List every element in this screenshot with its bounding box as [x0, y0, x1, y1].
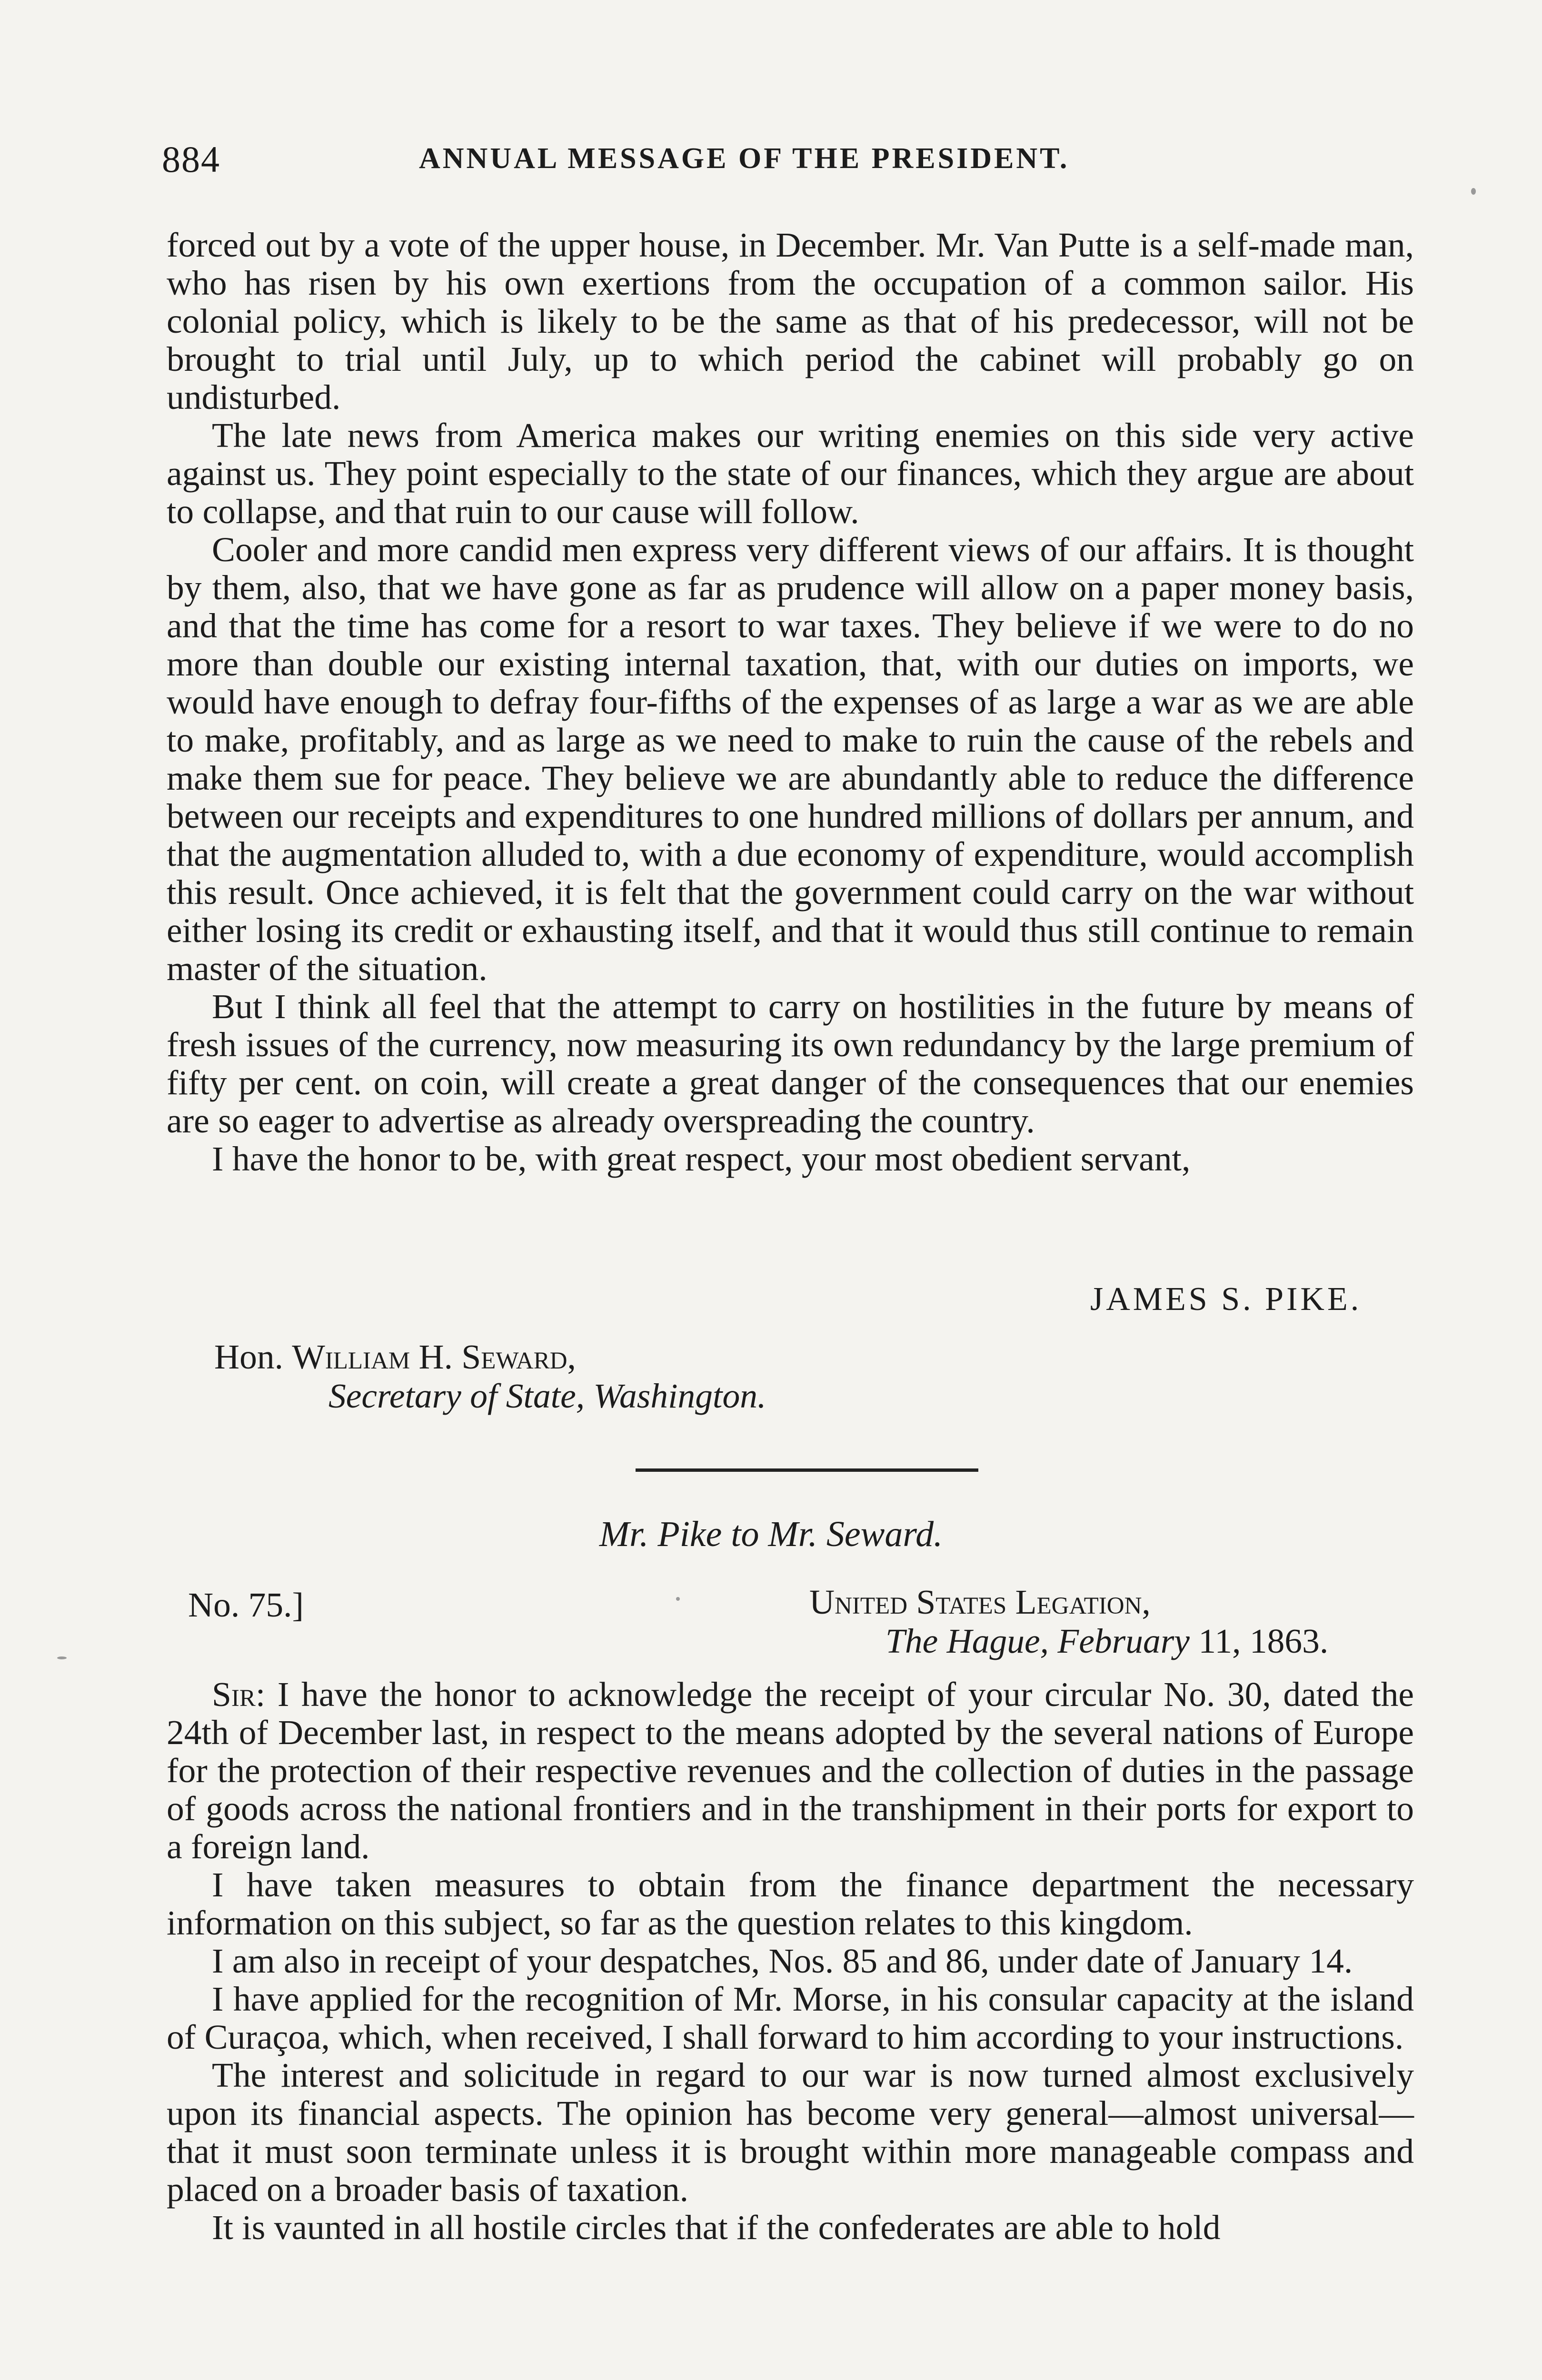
addressee-title: Secretary of State, Washington. [328, 1377, 766, 1415]
legation-place-date [809, 1622, 1328, 1661]
paragraph: The late news from America makes our writing enemies on this side very active against us. They point especially to the state of our finances, which they argue are about to collapse, and that ruin to our cause will follow. [167, 416, 1414, 531]
print-speck [1471, 188, 1476, 195]
paragraph: It is vaunted in all hostile circles that if the confederates are able to hold [212, 2208, 1221, 2247]
legation-name: United States Legation, [809, 1583, 1151, 1621]
paragraph: I have taken measures to obtain from the finance department the necessary information on this subject, so far as the question relates to this kingdom. [167, 1865, 1414, 1942]
letter-heading: Mr. Pike to Mr. Seward. [599, 1514, 943, 1554]
salutation: Sir: [212, 1675, 266, 1714]
paragraph: I have applied for the recognition of Mr. Morse, in his consular capacity at the island of Curaçoa, which, when received, I shall forward to him according to your instructions. [167, 1980, 1414, 2056]
legation-date: 11, 1863. [1198, 1622, 1329, 1660]
addressee-name-line [214, 1338, 766, 1377]
letter-body [167, 1676, 1414, 2247]
paragraph [167, 1676, 1414, 1866]
section-divider [636, 1468, 978, 1472]
addressee-honorific: Hon. [214, 1338, 283, 1376]
paragraph: Cooler and more candid men express very different views of our affairs. It is thought by them, also, that we have gone as far as prudence will allow on a paper money basis, and that the time has come for a resort to war taxes. They believe if we were to do no more than double our existing internal taxation, that, with our duties on imports, we would have enough to defray four-fifths of the expenses of as large a war as we are able to make, profitably, and as large as we need to make to ruin the cause of the rebels and make them sue for peace. They believe we are abundantly able to reduce the difference between our receipts and expenditures to one hundred millions of dollars per annum, and that the augmentation alluded to, with a due economy of expenditure, would accomplish this result. Once achieved, it is felt that the government could carry on the war without either losing its credit or exhausting itself, and that it would thus still continue to remain master of the situation. [167, 530, 1414, 988]
addressee-name: William H. Seward, [292, 1338, 576, 1376]
paragraph: But I think all feel that the attempt to carry on hostilities in the future by means of fresh issues of the currency, now measuring its own redundancy by the large premium of fifty per cent. on coin, will create a great danger of the consequences that our enemies are so eager to advertise as already overspreading the country. [167, 987, 1414, 1140]
paragraph: The interest and solicitude in regard to our war is now turned almost exclusively upon its financial aspects. The opinion has become very general—almost universal—that it must soon terminate unless it is brought within more manageable compass and placed on a broader basis of taxation. [167, 2056, 1414, 2209]
page-number: 884 [162, 139, 220, 180]
signature: JAMES S. PIKE. [1090, 1281, 1362, 1318]
paragraph: forced out by a vote of the upper house, in December. Mr. Van Putte is a self-made man, who has risen by his own exertions from the occupation of a common sailor. His colonial policy, which is likely to be the same as that of his predecessor, will not be brought to trial until July, up to which period the cabinet will probably go on undisturbed. [167, 226, 1414, 416]
legation-dateline [809, 1583, 1328, 1661]
running-title: ANNUAL MESSAGE OF THE PRESIDENT. [419, 142, 1070, 175]
closing-line: I have the honor to be, with great respect, your most obedient servant, [212, 1140, 1191, 1178]
page-header [162, 138, 1438, 190]
legation-place: The Hague, [885, 1622, 1049, 1660]
print-speck [57, 1656, 67, 1659]
letter-number: No. 75.] [188, 1586, 304, 1624]
addressee-block [214, 1338, 766, 1416]
letter-continuation-body [167, 226, 1414, 1178]
paragraph: I am also in receipt of your despatches, Nos. 85 and 86, under date of January 14. [212, 1942, 1353, 1980]
print-speck [676, 1597, 680, 1601]
paragraph-text: I have the honor to acknowledge the receipt of your circular No. 30, dated the 24th of December last, in respect to the means adopted by the several nations of Europe for the protection of their respective revenues and the collection of duties in the passage of goods across the national frontiers and in the transhipment in their ports for export to a foreign land. [167, 1675, 1414, 1866]
legation-month: February [1057, 1622, 1190, 1660]
